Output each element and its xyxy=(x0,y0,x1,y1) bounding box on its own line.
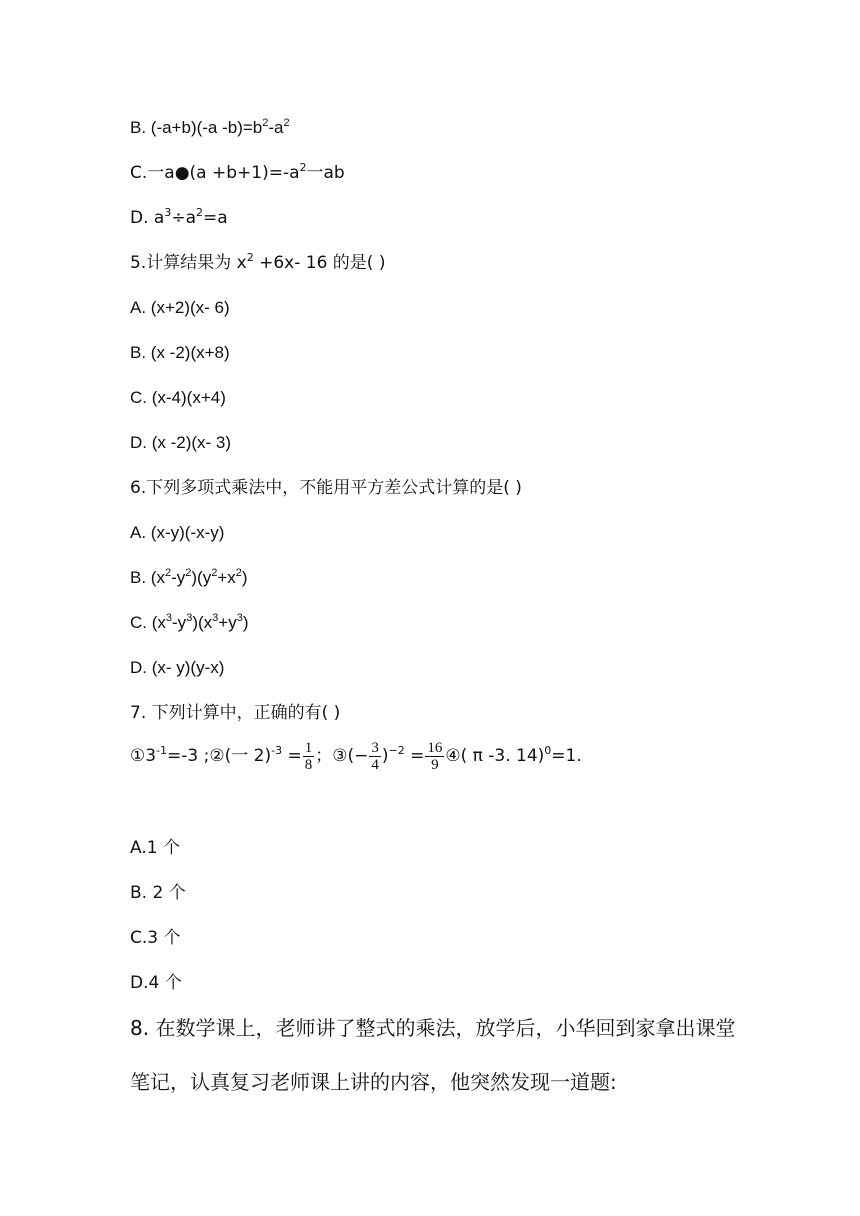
option-7d: D.4 个 xyxy=(130,973,182,993)
fraction-one-eighth: $\frac{1}{8}$ xyxy=(304,739,313,773)
question-8-line-2: 笔记，认真复习老师课上讲的内容，他突然发现一道题: xyxy=(130,1070,617,1094)
option-5d: D. (x -2)(x- 3) xyxy=(130,433,232,452)
option-6a: A. (x-y)(-x-y) xyxy=(130,523,225,542)
option-6d: D. (x- y)(y-x) xyxy=(130,658,225,677)
option-7c: C.3 个 xyxy=(130,928,181,948)
option-4c: C.一a●(a $+b+1)=-a^2$一ab xyxy=(130,161,345,183)
question-7-expression: $①3^{-1}=-3$ ;②(一 2)$^{-3}$ = $\frac{1}{8}$ ；③(− $\frac{3}{4}$ )$^{-2}$ = $\frac{16}{9}$ ④( π -3. 14)$^0$=1. xyxy=(130,739,582,773)
option-4d: D. $a^3\div a^2=a$ xyxy=(130,206,228,228)
option-7a: A.1 个 xyxy=(130,838,180,858)
option-4b: B. (-a+b)(-a $-b)=b^2-a^2$ xyxy=(130,117,290,137)
option-5b: B. (x -2)(x+8) xyxy=(130,343,230,362)
option-5a: A. (x+2)(x- 6) xyxy=(130,298,230,317)
question-7: 7. 下列计算中，正确的有( ) xyxy=(130,703,341,723)
fraction-three-quarters: $\frac{3}{4}$ xyxy=(371,739,379,773)
question-8-line-1: 8. 在数学课上，老师讲了整式的乘法，放学后，小华回到家拿出课堂 xyxy=(130,1016,736,1040)
option-5c: C. (x-4)(x+4) xyxy=(130,388,226,407)
question-5: 5.计算结果为 $x^2 +6x-$ 16 的是( ) xyxy=(130,251,386,273)
question-6: 6.下列多项式乘法中，不能用平方差公式计算的是( ) xyxy=(130,478,522,498)
fraction-sixteen-ninths: $\frac{16}{9}$ xyxy=(427,739,443,773)
option-6b: B. $(x^2-y^2)(y^2+x^2)$ xyxy=(130,567,248,587)
option-6c: C. $(x^3-y^3)(x^3+y^3)$ xyxy=(130,612,249,632)
option-7b: B. 2 个 xyxy=(130,883,186,903)
